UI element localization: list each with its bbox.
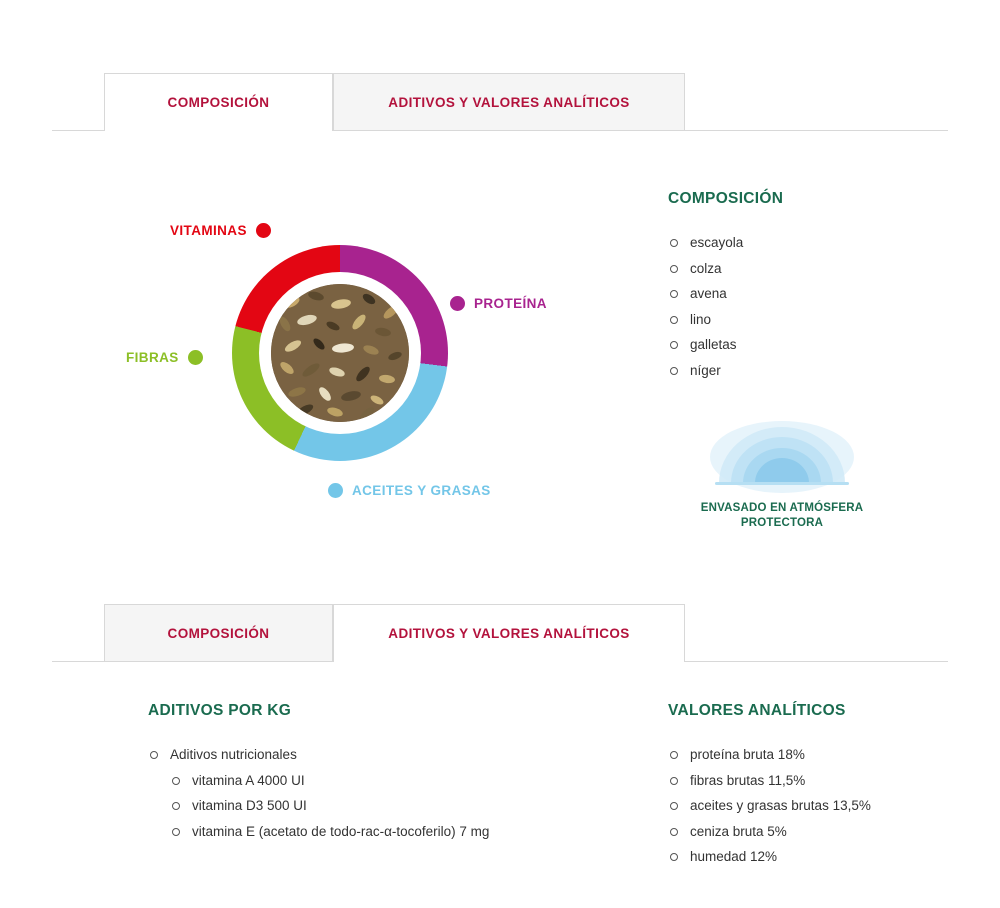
packaging-label-line2: PROTECTORA: [740, 517, 824, 529]
legend-proteina: [450, 296, 547, 311]
list-item: [668, 256, 968, 282]
protective-dome-icon: [707, 405, 857, 495]
list-item-label: proteína bruta 18%: [690, 747, 805, 762]
list-item-label: níger: [690, 362, 721, 378]
list-item: [668, 307, 968, 333]
legend-label: PROTEÍNA: [474, 296, 547, 311]
panel-composicion: [0, 150, 1000, 580]
tab-composicion-top[interactable]: [104, 73, 333, 130]
list-item: [668, 358, 968, 384]
tab-label: COMPOSICIÓN: [167, 94, 270, 110]
legend-color-dot: [450, 296, 465, 311]
valores-column: [668, 702, 988, 870]
list-item-label: lino: [690, 311, 712, 327]
tab-composicion-bottom[interactable]: [104, 604, 333, 661]
tabstrip-top: [52, 73, 948, 131]
list-item: [668, 819, 988, 845]
legend-color-dot: [328, 483, 343, 498]
list-item-label: ceniza bruta 5%: [690, 823, 787, 839]
list-item: [668, 768, 988, 794]
tab-label: ADITIVOS Y VALORES ANALÍTICOS: [388, 625, 630, 641]
list-item: [148, 742, 618, 844]
aditivos-title: ADITIVOS POR KG: [148, 702, 292, 719]
composicion-column: [668, 190, 968, 383]
list-item: [170, 819, 618, 845]
tabstrip-bottom: [52, 604, 948, 662]
legend-color-dot: [188, 350, 203, 365]
legend-label: VITAMINAS: [170, 223, 247, 238]
composicion-list: [668, 230, 968, 383]
tab-aditivos-bottom[interactable]: [333, 604, 685, 661]
list-item: [668, 230, 968, 256]
panel-aditivos-valores: [0, 680, 1000, 908]
composicion-title: COMPOSICIÓN: [668, 190, 784, 207]
legend-vitaminas: [170, 223, 271, 238]
tabstrip-left-spacer: [52, 604, 104, 661]
aditivos-sublist: [170, 768, 618, 845]
legend-label: FIBRAS: [126, 350, 179, 365]
packaging-label: [662, 501, 902, 531]
list-item-label: vitamina E (acetato de todo-rac-α-tocoferilo) 7 mg: [192, 823, 490, 839]
list-item-label: vitamina A 4000 UI: [192, 772, 305, 788]
legend-fibras: [126, 350, 203, 365]
list-item: [668, 844, 988, 870]
list-item-label: fibras brutas 11,5%: [690, 772, 806, 788]
legend-aceites: [328, 483, 491, 498]
tab-label: ADITIVOS Y VALORES ANALÍTICOS: [388, 94, 630, 110]
list-item: [668, 281, 968, 307]
list-item-label: Aditivos nutricionales: [170, 747, 297, 762]
list-item-label: humedad 12%: [690, 849, 778, 864]
valores-title: VALORES ANALÍTICOS: [668, 702, 846, 719]
tabstrip-left-spacer: [52, 73, 104, 130]
tab-label: COMPOSICIÓN: [167, 625, 270, 641]
aditivos-list: [148, 742, 618, 844]
aditivos-column: [148, 702, 618, 844]
list-item: [668, 332, 968, 358]
list-item: [170, 768, 618, 794]
seed-mix-photo: [271, 284, 409, 422]
list-item: [668, 742, 988, 768]
protective-atmosphere-badge: [662, 405, 902, 531]
list-item: [170, 793, 618, 819]
composition-donut-chart: [232, 245, 448, 461]
list-item-label: vitamina D3 500 UI: [192, 798, 307, 813]
list-item-label: galletas: [690, 337, 737, 352]
list-item: [668, 793, 988, 819]
tab-aditivos-top[interactable]: [333, 73, 685, 130]
list-item-label: escayola: [690, 235, 744, 250]
list-item-label: avena: [690, 286, 727, 301]
legend-label: ACEITES Y GRASAS: [352, 483, 491, 498]
valores-list: [668, 742, 988, 870]
legend-color-dot: [256, 223, 271, 238]
list-item-label: colza: [690, 260, 722, 276]
list-item-label: aceites y grasas brutas 13,5%: [690, 798, 871, 813]
packaging-label-line1: ENVASADO EN ATMÓSFERA: [700, 502, 864, 514]
